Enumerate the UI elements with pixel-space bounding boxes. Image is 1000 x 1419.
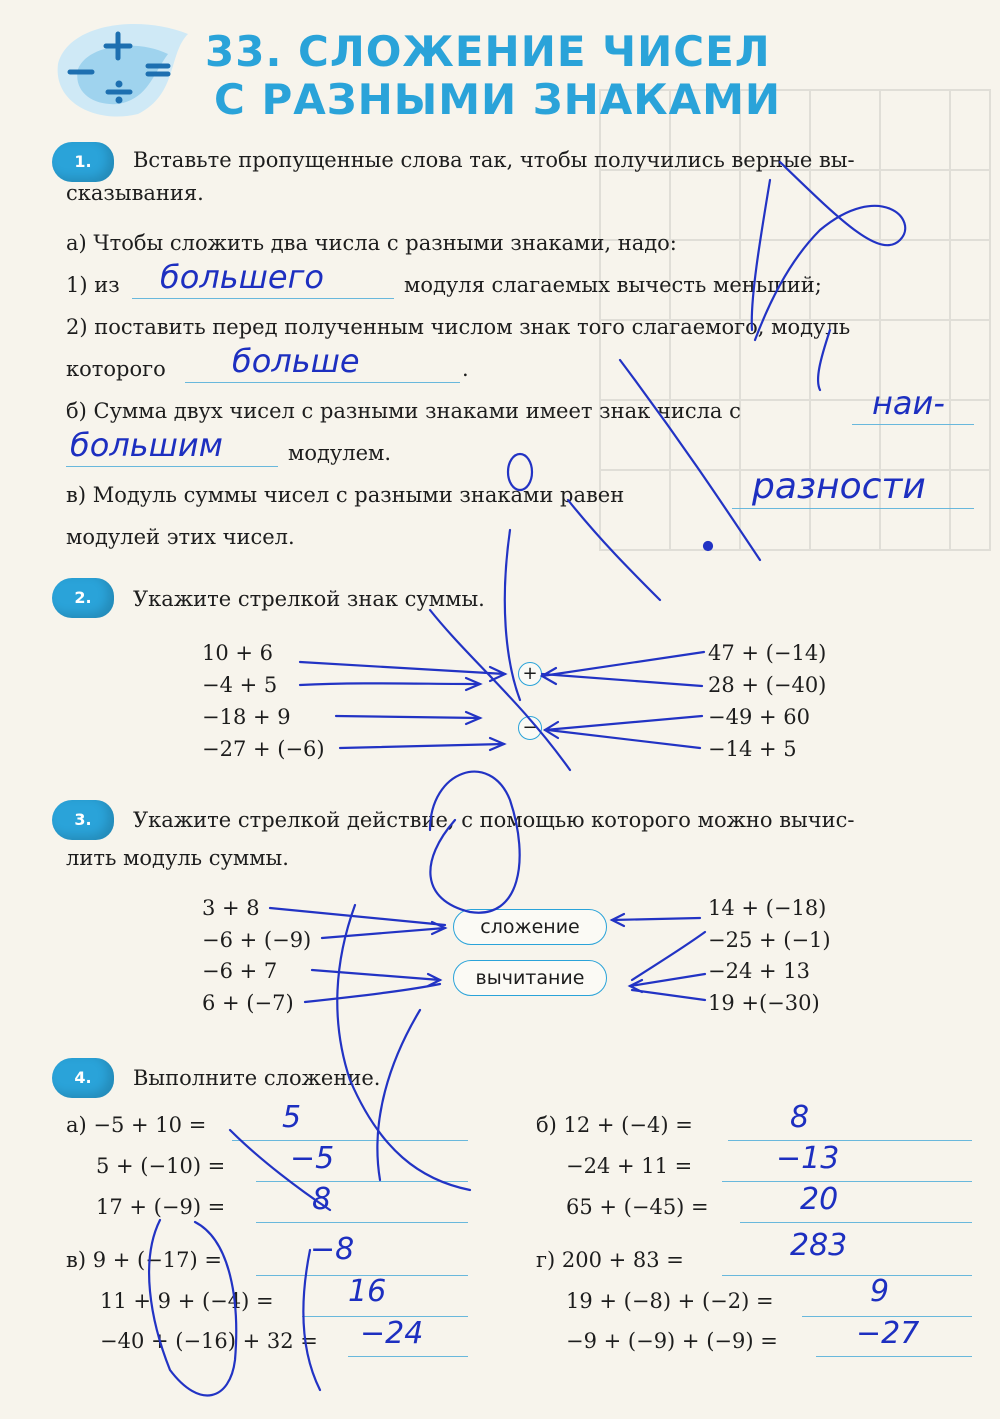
task1-c-answer: разности [752,466,926,507]
task3-left-item[interactable]: −6 + 7 [202,959,278,983]
task4-answer-blank[interactable] [232,1114,468,1141]
task4-expression: а) −5 + 10 = [66,1113,207,1137]
task1-b-line1: б) Сумма двух чисел с разными знаками имеет знак числа с [66,399,741,423]
task1-a2-prefix: которого [66,357,166,381]
task3-instruction-line1: Укажите стрелкой действие, с помощью которого можно вычис- [133,808,855,832]
task1-a1-suffix: модуля слагаемых вычесть меньший; [404,273,822,297]
task4-answer: −5 [290,1141,335,1176]
task4-instruction: Выполните сложение. [133,1066,381,1090]
task4-expression: −24 + 11 = [566,1154,693,1178]
task2-right-item[interactable]: −14 + 5 [708,737,797,761]
task2-left-item[interactable]: −18 + 9 [202,705,291,729]
task1-a2-suffix: . [462,357,469,381]
task1-intro-line1: Вставьте пропущенные слова так, чтобы получились верные вы- [133,148,855,172]
task4-answer: 20 [800,1182,839,1217]
task1-b-answer-part2: большим [70,426,223,464]
task1-c-line1: в) Модуль суммы чисел с разными знаками равен [66,483,625,507]
task4-expression: г) 200 + 83 = [536,1248,684,1272]
task4-answer: −27 [856,1316,920,1351]
task4-answer: 5 [282,1100,302,1135]
task2-left-item[interactable]: −27 + (−6) [202,737,325,761]
task4-expression: 5 + (−10) = [96,1154,226,1178]
task2-instruction: Укажите стрелкой знак суммы. [133,587,485,611]
task4-expression: б) 12 + (−4) = [536,1113,693,1137]
task3-right-item[interactable]: 14 + (−18) [708,896,827,920]
page-title-line1: 33. СЛОЖЕНИЕ ЧИСЕЛ [205,27,771,76]
task4-answer-blank[interactable] [740,1196,972,1223]
task-badge-2: 2. [52,578,114,618]
math-operations-icon [48,14,198,124]
task4-answer: 8 [790,1100,810,1135]
task4-answer: 16 [348,1274,387,1309]
task4-answer: −24 [360,1316,424,1351]
task2-left-item[interactable]: −4 + 5 [202,673,278,697]
plus-sign-target[interactable]: + [518,662,542,686]
task1-a2-answer: больше [232,342,360,380]
task4-expression: −40 + (−16) + 32 = [100,1329,318,1353]
task1-intro-line2: сказывания. [66,181,204,205]
task3-left-item[interactable]: −6 + (−9) [202,928,312,952]
task2-right-item[interactable]: 47 + (−14) [708,641,827,665]
task4-answer: −13 [776,1141,840,1176]
task1-a-title: а) Чтобы сложить два числа с разными знаками, надо: [66,231,677,255]
task3-right-item[interactable]: −25 + (−1) [708,928,831,952]
task1-b-answer-part1: наи- [872,384,945,422]
task1-b-suffix: модулем. [288,441,392,465]
task4-answer-blank[interactable] [728,1114,972,1141]
minus-sign-target[interactable]: − [518,716,542,740]
task4-answer: 8 [312,1182,332,1217]
task4-expression: в) 9 + (−17) = [66,1248,222,1272]
task3-right-item[interactable]: 19 +(−30) [708,991,820,1015]
task2-right-item[interactable]: 28 + (−40) [708,673,827,697]
task4-answer-blank[interactable] [256,1196,468,1223]
task-badge-1: 1. [52,142,114,182]
task4-answer-blank[interactable] [722,1155,972,1182]
task3-instruction-line2: лить модуль суммы. [66,846,289,870]
task2-right-item[interactable]: −49 + 60 [708,705,810,729]
task1-a1-answer: большего [160,258,324,296]
task4-expression: 17 + (−9) = [96,1195,226,1219]
operation-addition[interactable]: сложение [453,909,607,945]
task4-expression: 19 + (−8) + (−2) = [566,1289,774,1313]
task4-expression: 11 + 9 + (−4) = [100,1289,274,1313]
operation-subtraction[interactable]: вычитание [453,960,607,996]
task1-a2-line1: 2) поставить перед полученным числом знак того слагаемого, модуль [66,315,851,339]
task-badge-3: 3. [52,800,114,840]
task4-answer-blank[interactable] [256,1155,468,1182]
task1-c-line2: модулей этих чисел. [66,525,295,549]
task1-a1-prefix: 1) из [66,273,120,297]
task3-right-item[interactable]: −24 + 13 [708,959,810,983]
task4-expression: −9 + (−9) + (−9) = [566,1329,778,1353]
task4-expression: 65 + (−45) = [566,1195,709,1219]
task-badge-4: 4. [52,1058,114,1098]
task4-answer: 283 [790,1228,848,1263]
task4-answer: −8 [310,1232,355,1267]
page-title-line2: С РАЗНЫМИ ЗНАКАМИ [214,75,782,124]
task4-answer-blank[interactable] [256,1249,468,1276]
task4-answer: 9 [870,1274,890,1309]
task2-left-item[interactable]: 10 + 6 [202,641,274,665]
task3-left-item[interactable]: 3 + 8 [202,896,260,920]
task3-left-item[interactable]: 6 + (−7) [202,991,294,1015]
